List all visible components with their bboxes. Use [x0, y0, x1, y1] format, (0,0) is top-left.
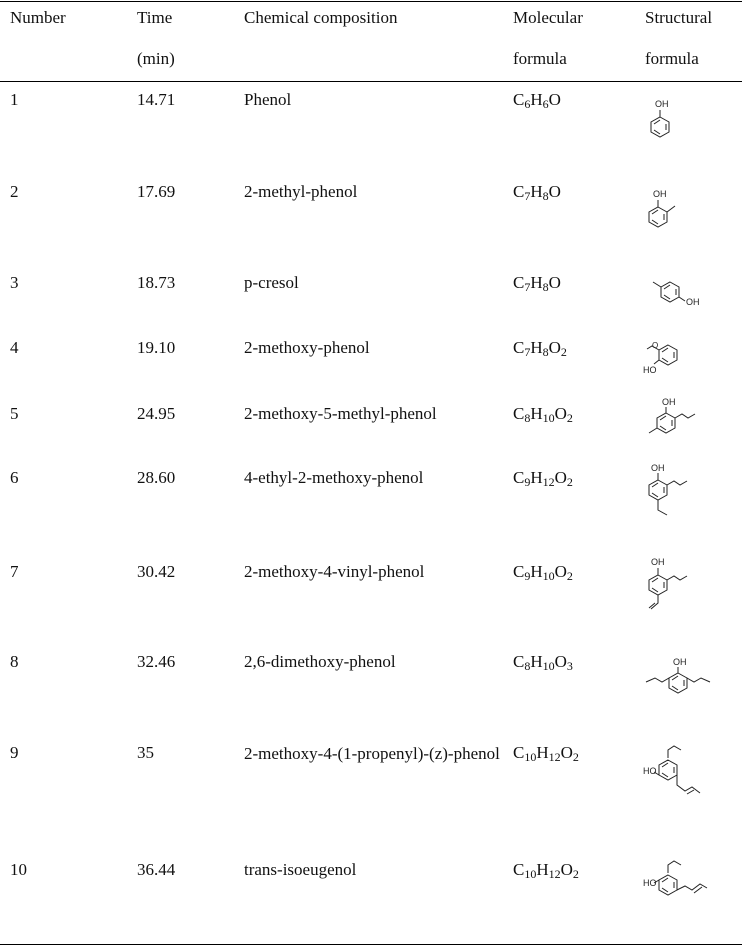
row-name: 2-methoxy-4-vinyl-phenol [244, 562, 425, 581]
isoeugenol-structure-icon [640, 855, 720, 925]
row-time: 18.73 [137, 273, 176, 292]
vinyl-guaiacol-structure-icon [640, 553, 710, 638]
row-formula: C9H10O2 [513, 562, 573, 583]
label-ho: HO [643, 766, 657, 776]
row-time: 32.46 [137, 652, 176, 671]
subscript: 2 [572, 867, 579, 881]
label-oh: OH [651, 463, 665, 473]
row-number: 10 [10, 860, 27, 879]
row-number: 3 [10, 273, 19, 292]
row-number: 4 [10, 338, 19, 357]
row-time: 14.71 [137, 90, 176, 109]
header-composition: Chemical composition [244, 8, 398, 27]
subscript: 2 [566, 475, 573, 489]
guaiacol-structure-icon [640, 335, 700, 385]
header-structural-2: formula [645, 49, 699, 68]
label-oh: OH [662, 397, 676, 407]
row-time: 19.10 [137, 338, 176, 357]
header-molecular-2: formula [513, 49, 567, 68]
subscript: 9 [524, 569, 531, 583]
row-formula: C8H10O3 [513, 652, 573, 673]
row-formula: C10H12O2 [513, 743, 579, 764]
row-number: 7 [10, 562, 19, 581]
row-time: 35 [137, 743, 154, 762]
methoxy-methyl-phenol-structure-icon [640, 395, 710, 455]
row-formula: C7H8O2 [513, 338, 567, 359]
header-time: Time [137, 8, 173, 27]
header-number: Number [10, 8, 66, 27]
row-name: 2-methoxy-phenol [244, 338, 370, 357]
row-name: 4-ethyl-2-methoxy-phenol [244, 468, 424, 487]
row-time: 28.60 [137, 468, 176, 487]
subscript: 2 [566, 569, 573, 583]
subscript: 7 [524, 189, 531, 203]
label-oh: OH [686, 297, 700, 307]
subscript: 3 [566, 659, 573, 673]
subscript: 10 [542, 569, 555, 583]
propenyl-guaiacol-structure-icon [640, 740, 720, 815]
subscript: 6 [524, 97, 531, 111]
row-name: 2-methyl-phenol [244, 182, 358, 201]
subscript: 12 [548, 750, 561, 764]
phenol-structure-icon [640, 95, 680, 155]
header-time-unit: (min) [137, 49, 175, 68]
label-oh: OH [653, 189, 667, 199]
row-number: 2 [10, 182, 19, 201]
label-ho: HO [643, 365, 657, 375]
subscript: 12 [542, 475, 555, 489]
subscript: 10 [524, 750, 537, 764]
ethyl-methoxy-phenol-structure-icon [640, 460, 710, 545]
label-oh: OH [673, 657, 687, 667]
label-ho: HO [643, 878, 657, 888]
p-cresol-structure-icon [640, 270, 700, 315]
subscript: 7 [524, 280, 531, 294]
row-number: 1 [10, 90, 19, 109]
row-name: 2,6-dimethoxy-phenol [244, 652, 396, 671]
label-oh: OH [655, 99, 669, 109]
subscript: 6 [542, 97, 549, 111]
row-time: 17.69 [137, 182, 176, 201]
row-number: 5 [10, 404, 19, 423]
row-formula: C8H10O2 [513, 404, 573, 425]
cresol-2-structure-icon [640, 185, 690, 245]
row-formula: C7H8O [513, 273, 561, 294]
row-name: p-cresol [244, 273, 299, 292]
syringol-structure-icon [640, 655, 720, 715]
row-number: 8 [10, 652, 19, 671]
row-name: trans-isoeugenol [244, 860, 357, 879]
row-time: 36.44 [137, 860, 176, 879]
header-rule [0, 81, 742, 82]
label-o: O [652, 341, 659, 350]
subscript: 2 [566, 411, 573, 425]
row-name: Phenol [244, 90, 292, 109]
subscript: 8 [542, 189, 549, 203]
subscript: 10 [542, 659, 555, 673]
row-number: 9 [10, 743, 19, 762]
subscript: 9 [524, 475, 531, 489]
subscript: 8 [542, 345, 549, 359]
subscript: 7 [524, 345, 531, 359]
subscript: 12 [548, 867, 561, 881]
subscript: 2 [572, 750, 579, 764]
row-formula: C10H12O2 [513, 860, 579, 881]
label-oh: OH [651, 557, 665, 567]
header-molecular: Molecular [513, 8, 583, 27]
row-time: 24.95 [137, 404, 176, 423]
row-name: 2-methoxy-4-(1-propenyl)-(z)-phenol [244, 744, 500, 763]
row-formula: C6H6O [513, 90, 561, 111]
subscript: 2 [560, 345, 567, 359]
subscript: 8 [524, 659, 531, 673]
row-number: 6 [10, 468, 19, 487]
row-name: 2-methoxy-5-methyl-phenol [244, 404, 437, 423]
row-formula: C7H8O [513, 182, 561, 203]
bottom-rule [0, 944, 742, 945]
subscript: 8 [524, 411, 531, 425]
subscript: 8 [542, 280, 549, 294]
header-structural: Structural [645, 8, 713, 27]
subscript: 10 [542, 411, 555, 425]
row-time: 30.42 [137, 562, 176, 581]
subscript: 10 [524, 867, 537, 881]
row-formula: C9H12O2 [513, 468, 573, 489]
